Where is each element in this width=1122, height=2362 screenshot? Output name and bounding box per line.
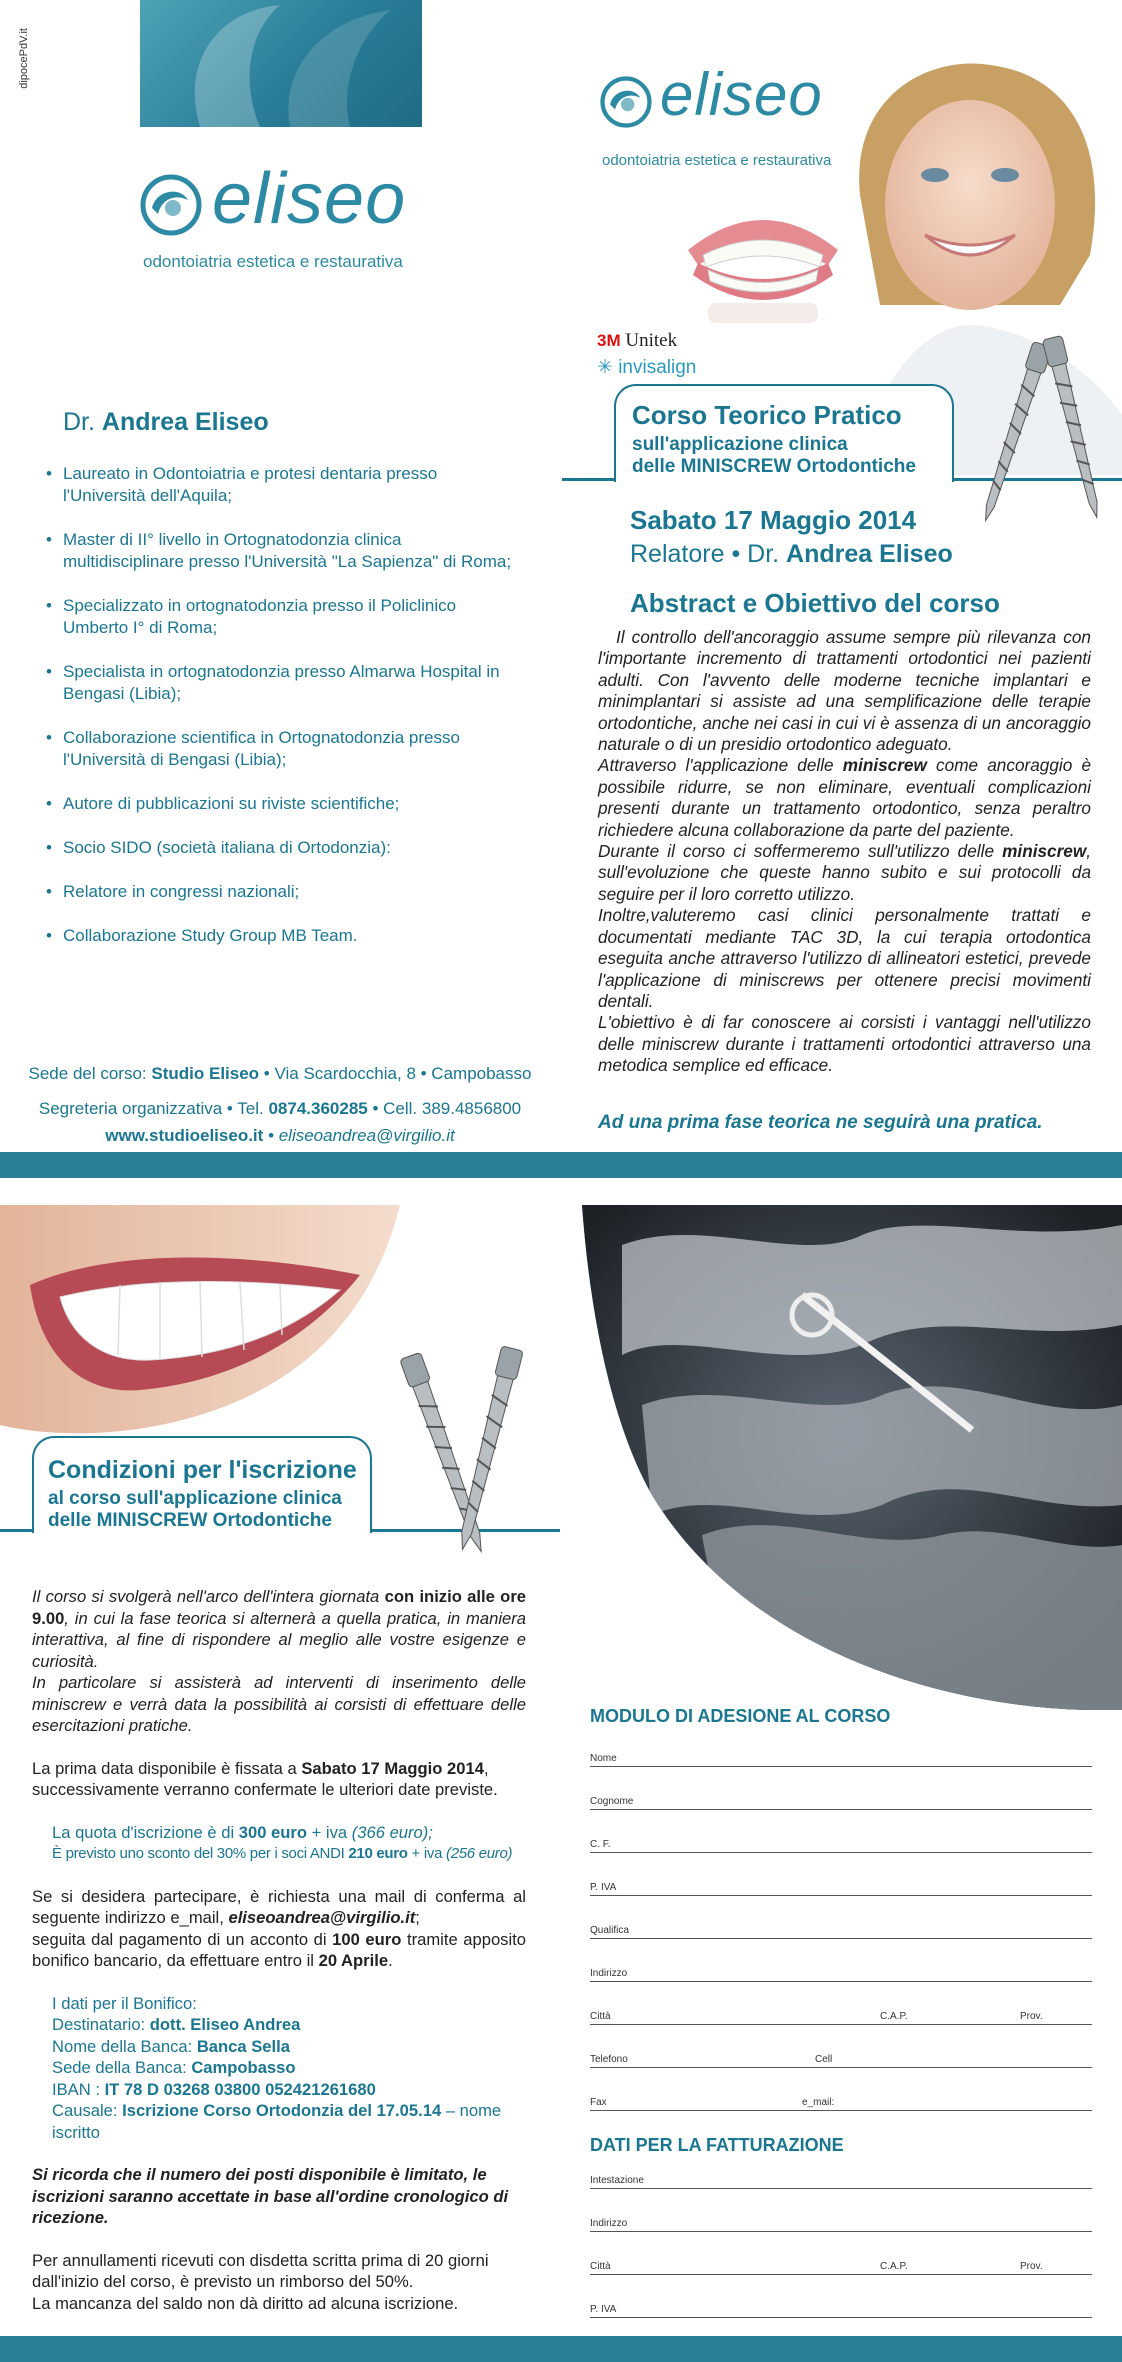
middle-divider-band xyxy=(0,1152,1122,1178)
form-row-telefono[interactable] xyxy=(590,2053,1092,2068)
conditions-intro: Il corso si svolgerà nell'arco dell'intera giornata con inizio alle ore 9.00, in cui la fase teorica si alternerà a quella pratica, in maniera interattiva, al fine di rispondere al meglio alle vostre esigenze e curiosità. In particolare si assisterà ad interventi di inserimento delle miniscrew e verrà data la possibilità ai corsisti di effettuare delle esercitazioni pratiche. xyxy=(32,1587,527,1735)
bank-row-label: Causale: xyxy=(52,2101,123,2120)
course-subtitle-2: delle MINISCREW Ortodontiche xyxy=(632,456,916,477)
cv-item: • Specialista in ortognatodonzia presso Almarwa Hospital in Bengasi (Libia); xyxy=(46,661,516,705)
conditions-fee: La quota d'iscrizione è di 300 euro + iva (366 euro); È previsto uno sconto del 30% per i soci ANDI 210 euro + iva (256 euro) xyxy=(52,1822,513,1862)
abstract-paragraph-5: L'obiettivo è di far conoscere ai corsisti i vantaggi nell'utilizzo delle miniscrew durante i trattamenti ortodontici attraverso una metodica semplice ed efficace. xyxy=(598,1012,1091,1076)
invisalign-star-icon: ✳ xyxy=(597,357,613,378)
bank-row-value: Banca Sella xyxy=(196,2036,290,2056)
fax-label: Fax xyxy=(590,2097,607,2108)
credit: dipocePdV.it xyxy=(18,28,30,89)
cv-item: • Laureato in Odontoiatria e protesi dentaria presso l'Università dell'Aquila; xyxy=(46,463,516,507)
form-field-nome[interactable] xyxy=(590,1752,1092,1767)
sede-name: Studio Eliseo xyxy=(151,1064,260,1083)
citta-label: Città xyxy=(590,2011,611,2022)
billing-field-intestazione[interactable] xyxy=(590,2174,1092,2189)
segreteria-label: Segreteria organizzativa • Tel. xyxy=(38,1099,269,1118)
doctor-prefix: Dr. xyxy=(63,408,95,436)
cell-label: Cell xyxy=(815,2054,833,2065)
segreteria-line xyxy=(0,1095,560,1122)
bank-row-value: dott. Eliseo Andrea xyxy=(149,2015,301,2034)
bank-row xyxy=(52,2014,526,2036)
course-subtitle-1: sull'applicazione clinica xyxy=(632,434,848,455)
cv-item: • Collaborazione Study Group MB Team. xyxy=(46,925,516,947)
doctor-heading xyxy=(63,408,269,437)
cv-item: • Master di II° livello in Ortognatodonzia clinica multidisciplinare presso l'Università "La Sapienza" di Roma; xyxy=(46,529,516,573)
conditions-title-box xyxy=(32,1436,372,1533)
decorative-header-graphic xyxy=(140,0,422,127)
course-speaker xyxy=(630,540,953,569)
conditions-subtitle-1: al corso sull'applicazione clinica xyxy=(48,1488,342,1509)
billing-row-citta[interactable] xyxy=(590,2260,1092,2275)
doctor-name: Andrea Eliseo xyxy=(101,408,269,436)
email-label: e_mail: xyxy=(802,2097,835,2108)
denture-model-image xyxy=(678,195,848,325)
invisalign-name: invisalign xyxy=(618,357,697,378)
form-field-p-iva[interactable] xyxy=(590,1881,1092,1896)
billing-row-piva[interactable] xyxy=(590,2303,1092,2318)
cv-item: • Autore di pubblicazioni su riviste scientifiche; xyxy=(46,793,516,815)
conditions-nosaldo: La mancanza del saldo non dà diritto ad alcuna iscrizione. xyxy=(32,2293,459,2313)
billing-piva-label: P. IVA xyxy=(590,2304,617,2315)
conditions-mail: Se si desidera partecipare, è richiesta una mail di conferma al seguente indirizzo e_mail, eliseoandrea@virgilio.it; seguita dal pagamento di un acconto di 100 euro tramite apposito bonifico bancario, da effettuare entro il 20 Aprile. xyxy=(32,1886,526,1970)
sede-label: Sede del corso: xyxy=(28,1064,152,1083)
speaker-name: Andrea Eliseo xyxy=(786,540,953,568)
brand-logo-left xyxy=(140,159,440,278)
cv-item: • Relatore in congressi nazionali; xyxy=(46,881,516,903)
billing-prov-label: Prov. xyxy=(1020,2261,1043,2272)
bank-row xyxy=(52,2057,526,2079)
ct-scan-image xyxy=(562,1205,1122,1710)
abstract-paragraph-3: Durante il corso ci soffermeremo sull'utilizzo delle miniscrew, sull'evoluzione che queste hanno subito e sui protocolli da seguire per il loro corretto utilizzo. xyxy=(598,841,1091,904)
form-field-label: P. IVA xyxy=(590,1882,617,1893)
prov-label: Prov. xyxy=(1020,2011,1043,2022)
abstract-paragraph-4: Inoltre,valuteremo casi clinici personalmente trattati e documentati mediante TAC 3D, la cui terapia ortodontica eseguita anche attraverso l'utilizzo di allineatori estetici, prevede l'applicazione di miniscrews per ottenere precisi movimenti dentali. xyxy=(598,905,1091,1011)
form-row-citta[interactable] xyxy=(590,2010,1092,2025)
form-field-label: Cognome xyxy=(590,1796,634,1807)
sponsor-3m-unitek xyxy=(597,330,677,352)
cap-label: C.A.P. xyxy=(880,2011,908,2022)
speaker-label: Relatore • Dr. xyxy=(630,540,787,568)
bottom-band xyxy=(0,2336,1122,2362)
sponsor-invisalign xyxy=(597,356,696,379)
bank-row-suffix: – nome iscritto xyxy=(52,2101,502,2142)
brand-name: eliseo xyxy=(212,159,407,239)
form-field-qualifica[interactable] xyxy=(590,1924,1092,1939)
bank-row-label: Sede della Banca: xyxy=(52,2058,192,2077)
cv-list xyxy=(46,463,516,947)
doctor-cv xyxy=(46,463,516,969)
web-line xyxy=(0,1122,560,1149)
cv-item: • Specializzato in ortognatodonzia presso il Policlinico Umberto I° di Roma; xyxy=(46,595,516,639)
abstract-closing: Ad una prima fase teorica ne seguirà una pratica. xyxy=(598,1112,1043,1133)
sede-address: • Via Scardocchia, 8 • Campobasso xyxy=(259,1064,532,1083)
course-title-box xyxy=(614,384,954,482)
bank-row xyxy=(52,2100,526,2143)
3m-logo: 3M xyxy=(597,331,621,350)
bank-row-value: IT 78 D 03268 03800 052421261680 xyxy=(104,2079,376,2099)
conditions-date: La prima data disponibile è fissata a Sabato 17 Maggio 2014, successivamente verranno confermate le ulteriori date previste. xyxy=(32,1758,498,1799)
sede-line xyxy=(0,1060,560,1087)
billing-field-label: Intestazione xyxy=(590,2175,644,2186)
abstract-body xyxy=(598,627,1091,1077)
brand-tagline: odontoiatria estetica e restaurativa xyxy=(143,252,403,271)
conditions-notice: Si ricorda che il numero dei posti disponibile è limitato, le iscrizioni saranno accettate in base all'ordine cronologico di ricezione. xyxy=(32,2165,509,2227)
conditions-refund: Per annullamenti ricevuti con disdetta scritta prima di 20 giorni dall'inizio del corso, è previsto un rimborso del 50%. xyxy=(32,2250,489,2291)
form-field-label: Indirizzo xyxy=(590,1968,628,1979)
website-link[interactable]: www.studioeliseo.it xyxy=(105,1126,264,1145)
brand-swirl-icon xyxy=(600,76,652,128)
brand-name: eliseo xyxy=(660,61,823,128)
abstract-paragraph-1: Il controllo dell'ancoraggio assume sempre più rilevanza con l'importante incremento di trattamenti ortodontici nei pazienti adulti. Con l'avvento delle moderne tecniche implantari e minimplantari si assiste ad una semplificazione delle terapie ortodontiche, anche nei casi in cui vi è assenza di un ancoraggio naturale o di un presidio ortodontico adeguato. xyxy=(598,627,1091,755)
bank-row xyxy=(52,2079,526,2101)
brand-tagline: odontoiatria estetica e restaurativa xyxy=(602,152,832,169)
billing-field-indirizzo[interactable] xyxy=(590,2217,1092,2232)
bank-row-label: Destinatario: xyxy=(52,2015,150,2034)
conditions-subtitle-2: delle MINISCREW Ortodontiche xyxy=(48,1510,332,1531)
form-field-label: Qualifica xyxy=(590,1925,629,1936)
miniscrew-image-bottom xyxy=(385,1340,525,1570)
bank-heading: I dati per il Bonifico: xyxy=(52,1993,197,2013)
bank-rows xyxy=(52,2014,526,2143)
billing-citta-label: Città xyxy=(590,2261,611,2272)
bank-row-label: IBAN : xyxy=(52,2079,105,2099)
tel-number: 0874.360285 xyxy=(268,1099,368,1118)
form-row-fax[interactable] xyxy=(590,2096,1092,2111)
telefono-label: Telefono xyxy=(590,2054,628,2065)
bank-row-label: Nome della Banca: xyxy=(52,2036,197,2056)
billing-cap-label: C.A.P. xyxy=(880,2261,908,2272)
unitek-name: Unitek xyxy=(625,330,678,351)
form-field-c-f[interactable] xyxy=(590,1838,1092,1853)
bank-row-value: Iscrizione Corso Ortodonzia del 17.05.14 xyxy=(122,2101,442,2120)
conditions-body xyxy=(32,1586,526,2314)
course-date: Sabato 17 Maggio 2014 xyxy=(630,505,917,535)
conditions-title: Condizioni per l'iscrizione xyxy=(48,1456,357,1484)
abstract-heading: Abstract e Obiettivo del corso xyxy=(630,588,1000,618)
brand-swirl-icon xyxy=(140,174,202,236)
contacts-block xyxy=(0,1060,560,1149)
bank-row xyxy=(52,2036,526,2058)
form-field-label: C. F. xyxy=(590,1839,611,1850)
form-heading: MODULO DI ADESIONE AL CORSO xyxy=(590,1706,891,1726)
cv-item: • Collaborazione scientifica in Ortognatodonzia presso l'Università di Bengasi (Libia); xyxy=(46,727,516,771)
email-link[interactable]: • eliseoandrea@virgilio.it xyxy=(263,1126,455,1145)
course-title: Corso Teorico Pratico xyxy=(632,400,902,430)
bank-details xyxy=(52,1993,526,2144)
form-field-cognome[interactable] xyxy=(590,1795,1092,1810)
cell-number: • Cell. 389.4856800 xyxy=(367,1099,522,1118)
billing-heading: DATI PER LA FATTURAZIONE xyxy=(590,2135,844,2155)
abstract-paragraph-2: Attraverso l'applicazione delle miniscrew come ancoraggio è possibile ridurre, se non eliminare, eventuali complicazioni presenti durante un trattamento ortodontico, senza peraltro richiedere alcuna collaborazione da parte del paziente. xyxy=(598,755,1092,840)
form-field-label: Nome xyxy=(590,1753,617,1764)
bank-row-value: Campobasso xyxy=(191,2058,296,2077)
miniscrew-image-top xyxy=(975,330,1115,530)
billing-field-label: Indirizzo xyxy=(590,2218,628,2229)
brand-logo-right xyxy=(600,61,860,180)
cv-item: • Socio SIDO (società italiana di Ortodonzia): xyxy=(46,837,516,859)
form-field-indirizzo[interactable] xyxy=(590,1967,1092,1982)
